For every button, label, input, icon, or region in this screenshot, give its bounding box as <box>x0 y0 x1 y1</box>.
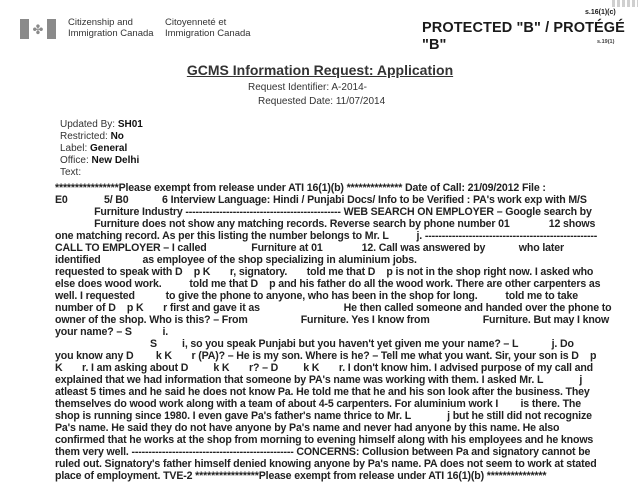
field-restricted: Restricted: No <box>60 131 124 142</box>
body-line: CALL TO EMPLOYER – I called Furniture at 01 12. Call was answered by who later <box>55 242 564 254</box>
body-line: number of D p K r first and gave it as He then called someone and handed over the phone to <box>55 302 612 314</box>
body-line: your name? – S i. <box>55 326 169 338</box>
exemption-code: s.16(1)(c) <box>585 9 616 16</box>
body-line: explained that we had information that someone by PA's name was working with them. I asked Mr. L j <box>55 374 583 386</box>
body-line: ruled out. Signatory's father himself denied knowing anyone by Pa's name. PA does not seem to work at stated <box>55 458 597 470</box>
body-line: Furniture Industry ---------------------------------------------- WEB SEARCH ON EMPLOYER – Google search by <box>55 206 592 218</box>
stamp-mark <box>612 0 638 7</box>
field-office: Office: New Delhi <box>60 155 140 166</box>
note-body <box>55 182 612 482</box>
maple-leaf-icon: ✤ <box>32 21 44 37</box>
body-line: confirmed that he works at the shop from morning to evening himself along with his employees and he knows <box>55 434 594 446</box>
body-line: ****************Please exempt from release under ATI 16(1)(b) ************** Date of Call: 21/09/2012 File : <box>55 182 546 194</box>
body-line: Pa's name. He said they do not have anyone by Pa's name and never had anyone by this name. He also <box>55 422 560 434</box>
department-name-english: Citizenship and Immigration Canada <box>68 17 154 39</box>
field-updated-by: Updated By: SH01 <box>60 119 143 130</box>
body-line: place of employment. TVE-2 ****************Please exempt from release under ATI 16(1)(b) *************** <box>55 470 547 482</box>
body-line: them very well. ------------------------------------------------ CONCERNS: Collusion between Pa and signatory cannot be <box>55 446 591 458</box>
body-line: S i, so you speak Punjabi but you haven't yet given me your name? – L j. Do <box>55 338 574 350</box>
body-line: identified as employee of the shop specializing in aluminium jobs. <box>55 254 417 266</box>
body-line: atleast 5 times and he said he does not know Pa. He told me that he and his son look after the business. They <box>55 386 590 398</box>
body-line: K r. I am asking about D k K r? – D k K r. I don't know him. I advised purpose of my call and <box>55 362 593 374</box>
body-line: requested to speak with D p K r, signatory. told me that D p is not in the shop right now. I asked who <box>55 266 594 278</box>
department-name-french: Citoyenneté et Immigration Canada <box>165 17 251 39</box>
body-line: themselves do wood work along with a team of about 4-5 carpenters. For aluminium work I is there. The <box>55 398 581 410</box>
protected-classification: PROTECTED "B" / PROTÉGÉ "B" <box>422 20 625 53</box>
body-line: else does wood work. told me that D p and his father do all the wood work. There are other carpenters as <box>55 278 601 290</box>
exemption-code-overlay: s.19(1) <box>597 39 615 45</box>
requested-date: Requested Date: 11/07/2014 <box>258 96 386 107</box>
canada-flag-logo <box>20 19 56 39</box>
body-line: one matching record. As per this listing the number belongs to Mr. L j. --------------------------------------------------- <box>55 230 598 242</box>
body-line: you know any D k K r (PA)? – He is my son. Where is he? – Tell me what you want. Sir, your son is D p <box>55 350 597 362</box>
field-text: Text: <box>60 167 82 178</box>
body-line: shop is running since 1980. I even gave Pa's father's name thrice to Mr. L j but he still did not recognize <box>55 410 592 422</box>
body-line: owner of the shop. Who is this? – From Furniture. Yes I know from Furniture. But may I know <box>55 314 610 326</box>
body-line: E0 5/ B0 6 Interview Language: Hindi / Punjabi Docs/ Info to be Verified : PA's work exp with M/S <box>55 194 587 206</box>
page-title: GCMS Information Request: Application <box>186 62 454 78</box>
body-line: Furniture does not show any matching records. Reverse search by phone number 01 12 shows <box>55 218 596 230</box>
field-label: Label: General <box>60 143 128 154</box>
body-line: well. I requested to give the phone to anyone, who has been in the shop for long. told me to take <box>55 290 578 302</box>
request-identifier: Request Identifier: A-2014- <box>248 82 367 93</box>
